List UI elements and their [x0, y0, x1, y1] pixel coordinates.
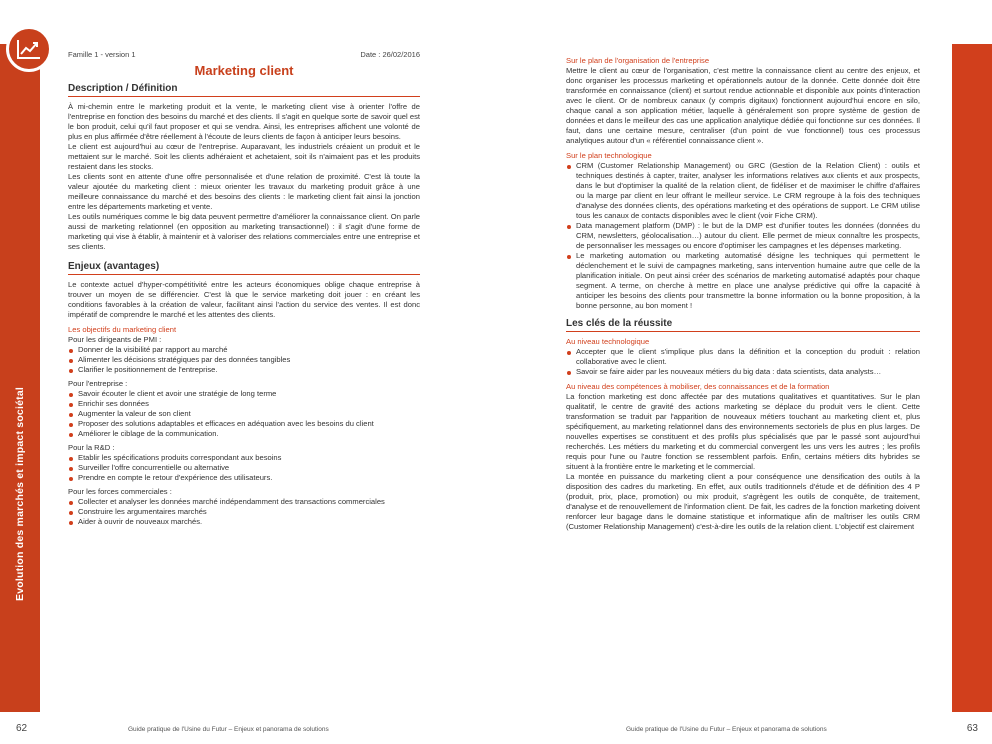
objectives-group-commerciales	[68, 487, 420, 527]
list-item: Savoir se faire aider par les nouveaux métiers du big data : data scientists, data analysts…	[566, 367, 920, 377]
line-chart-icon	[6, 26, 52, 72]
objectifs-heading: Les objectifs du marketing client	[68, 325, 177, 334]
header-meta	[68, 50, 420, 60]
left-page-column	[68, 50, 420, 527]
list-item: Etablir les spécifications produits correspondant aux besoins	[68, 453, 420, 463]
list-item: Améliorer le ciblage de la communication.	[68, 429, 420, 439]
list-item: Alimenter les décisions stratégiques par des données tangibles	[68, 355, 420, 365]
list-item: Data management platform (DMP) : le but de la DMP est d'unifier toutes les données (données du CRM, newsletters, géolocalisation…) autour du client. Elle permet de mieux connaître les prospects, de personnaliser les messages ou encore d'optimiser les campagnes et les dépenses marketing.	[566, 221, 920, 251]
list-item: Construire les argumentaires marchés	[68, 507, 420, 517]
enjeux-heading: Enjeux (avantages)	[68, 262, 420, 275]
description-paragraph: À mi-chemin entre le marketing produit et la vente, le marketing client vise à orienter l'offre de l'entreprise en fonction des besoins du marché et des clients. Il s'agit en quelque sorte de savoir quel est le bon produit, celui qu'il faut proposer et qui se vendra. Ainsi, les entreprises affichent une volonté de plus en plus affirmée d'être réellement à l'écoute de leurs clients de façon à anticiper leurs besoins.	[68, 102, 420, 141]
description-paragraph: Le client est aujourd'hui au cœur de l'entreprise. Auparavant, les industriels créaient un produit et le mettaient sur le marché. Soit les clients adhéraient et achetaient, soit ils n'aimaient pas et les produits restaient dans les stocks.	[68, 142, 420, 171]
list-item: Aider à ouvrir de nouveaux marchés.	[68, 517, 420, 527]
list-item: Augmenter la valeur de son client	[68, 409, 420, 419]
orga-heading: Sur le plan de l'organisation de l'entreprise	[566, 56, 710, 65]
description-paragraph: Les clients sont en attente d'une offre personnalisée et d'une relation de proximité. C'est là toute la valeur ajoutée du marketing client : mieux orienter les travaux du marketing produit grâce à une meilleure connaissance du marché et des besoins des clients : le marketing client fait ainsi la jonction entre les départements marketing et vente.	[68, 172, 420, 211]
description-heading: Description / Définition	[68, 84, 420, 97]
list-item: Savoir écouter le client et avoir une stratégie de long terme	[68, 389, 420, 399]
list-item: Donner de la visibilité par rapport au marché	[68, 345, 420, 355]
footer-guide-left: Guide pratique de l'Usine du Futur – Enjeux et panorama de solutions	[128, 726, 329, 733]
list-item: Enrichir ses données	[68, 399, 420, 409]
description-paragraph: Les outils numériques comme le big data peuvent permettre d'améliorer la connaissance client. On parle aussi de marketing relationnel (en opposition au marketing transactionnel) : il s'agit d'une forme de marketing qui vise à établir, à maintenir et à valoriser des relations commerciales entre une entreprise et ses clients.	[68, 212, 420, 251]
niveau-techno-heading: Au niveau technologique	[566, 337, 650, 346]
objectives-group-rd	[68, 443, 420, 483]
list-item: Clarifier le positionnement de l'entreprise.	[68, 365, 420, 375]
objectives-group-entreprise	[68, 379, 420, 439]
list-item: Prendre en compte le retour d'expérience des utilisateurs.	[68, 473, 420, 483]
orga-paragraph: Mettre le client au cœur de l'organisation, c'est mettre la connaissance client au centre des enjeux, et donc organiser les processus marketing et opérationnels autour de la donnée. Cette donnée doit être transformée en connaissance (client) et surtout rendue actionnable et disponible aux points d'interaction avec le client. Or de nombreux canaux (y compris digitaux) fonctionnent aujourd'hui encore en silo, chaque canal a son application métier, laquelle à généralement son propre système de gestion de données et dans le meilleur des cas une application analytique dédiée qui fonctionne sur ces données. Il faut, dans une certaine mesure, centraliser (d'un point de vue fonctionnel) tous ces processus analytiques autour d'un « référentiel connaissance client ».	[566, 66, 920, 145]
list-item: Proposer des solutions adaptables et efficaces en adéquation avec les besoins du client	[68, 419, 420, 429]
cles-heading: Les clés de la réussite	[566, 319, 920, 332]
competences-paragraph: La montée en puissance du marketing client a pour conséquence une densification des outils à la disposition des cadres du marketing. En effet, aux outils traditionnels d'étude et de définition des 4 P (produit, prix, place, promotion) ou mix produit, s'agrègent les outils de conquête, de traitement, d'analyse et de renouvellement de l'information client. De fait, les cadres de la fonction marketing doivent renforcer leur bagage dans le domaine statistique et informatique afin de maîtriser les outils CRM (Customer Relationship Management) c'est-à-dire les outils de la relation client. L'objectif est clairement	[566, 472, 920, 531]
list-item: CRM (Customer Relationship Management) ou GRC (Gestion de la Relation Client) : outils et techniques destinés à capter, traiter, analyser les informations relatives aux clients et aux prospects, dans le but d'optimiser la qualité de la relation client, de fidéliser et de maximiser le chiffre d'affaires ou la marge par client en leur offrant le meilleur service. Le CRM regroupe à la fois des techniques d'analyse des données clients, des opérations marketing et des opérations de support. Le CRM utilise tous les canaux de contacts disponibles avec le client (voir Fiche CRM).	[566, 161, 920, 221]
list-item: Surveiller l'offre concurrentielle ou alternative	[68, 463, 420, 473]
side-title-text: Evolution des marchés et impact sociétal	[14, 387, 26, 601]
footer-guide-right: Guide pratique de l'Usine du Futur – Enjeux et panorama de solutions	[626, 726, 827, 733]
right-side-bar	[952, 44, 992, 712]
page-title: Marketing client	[194, 63, 294, 78]
group-intro: Pour la R&D :	[68, 443, 115, 452]
date-label: Date : 26/02/2016	[360, 50, 420, 59]
list-item: Collecter et analyser les données marché indépendamment des transactions commerciales	[68, 497, 420, 507]
group-intro: Pour les forces commerciales :	[68, 487, 172, 496]
list-item: Le marketing automation ou marketing automatisé désigne les techniques qui permettent le déclenchement et le suivi de campagnes marketing, sans intervention humaine autre que celle de la planification initiale. On peut ainsi créer des scénarios de marketing automatisé adaptés pour chaque segment. A terme, on cherche à mettre en place une analyse prédictive qui offre la capacité à anticiper les besoins des clients pour transmettre la bonne information ou la bonne proposition, à la bonne personne, au bon moment !	[566, 251, 920, 311]
techno-heading: Sur le plan technologique	[566, 151, 652, 160]
side-title	[6, 344, 34, 644]
competences-paragraph: La fonction marketing est donc affectée par des mutations qualitatives et quantitatives. Sur le plan qualitatif, le centre de gravité des actions marketing se déplace du produit vers le client. Cette transformation se traduit par l'apparition de nouveaux métiers touchant au marketing client et, plus spécifiquement, au marketing relationnel dans des environnements sectoriels de plus en plus larges. De nouvelles expertises se constituent et des profils plus spécialisés que par le passé sont aujourd'hui recherchés. Les métiers du marketing et du commercial convergent les uns vers les autres ; les profils requis pour l'une ou l'autre fonction se ressemblent parfois. Enfin, certains métiers dits hybrides se situent à la frontière entre le marketing et le commercial.	[566, 392, 920, 471]
competences-heading: Au niveau des compétences à mobiliser, des connaissances et de la formation	[566, 382, 830, 391]
group-intro: Pour les dirigeants de PMI :	[68, 335, 162, 344]
right-page-column	[566, 56, 920, 532]
page-number-right: 63	[966, 723, 978, 734]
famille-label: Famille 1 - version 1	[68, 50, 136, 59]
enjeux-paragraph: Le contexte actuel d'hyper-compétitivité entre les acteurs économiques oblige chaque entreprise à trouver un moyen de se différencier. C'est là que le service marketing doit jouer : en créant les conditions favorables à la création de valeur, facilitant ainsi l'action du service des ventes. Il est donc impératif de comprendre le marché et les attentes des clients.	[68, 280, 420, 319]
objectives-group-dirigeants	[68, 335, 420, 375]
page-number-left: 62	[16, 723, 28, 734]
group-intro: Pour l'entreprise :	[68, 379, 128, 388]
left-side-bar	[0, 44, 40, 712]
list-item: Accepter que le client s'implique plus dans la définition et la conception du produit : relation collaborative avec le client.	[566, 347, 920, 367]
